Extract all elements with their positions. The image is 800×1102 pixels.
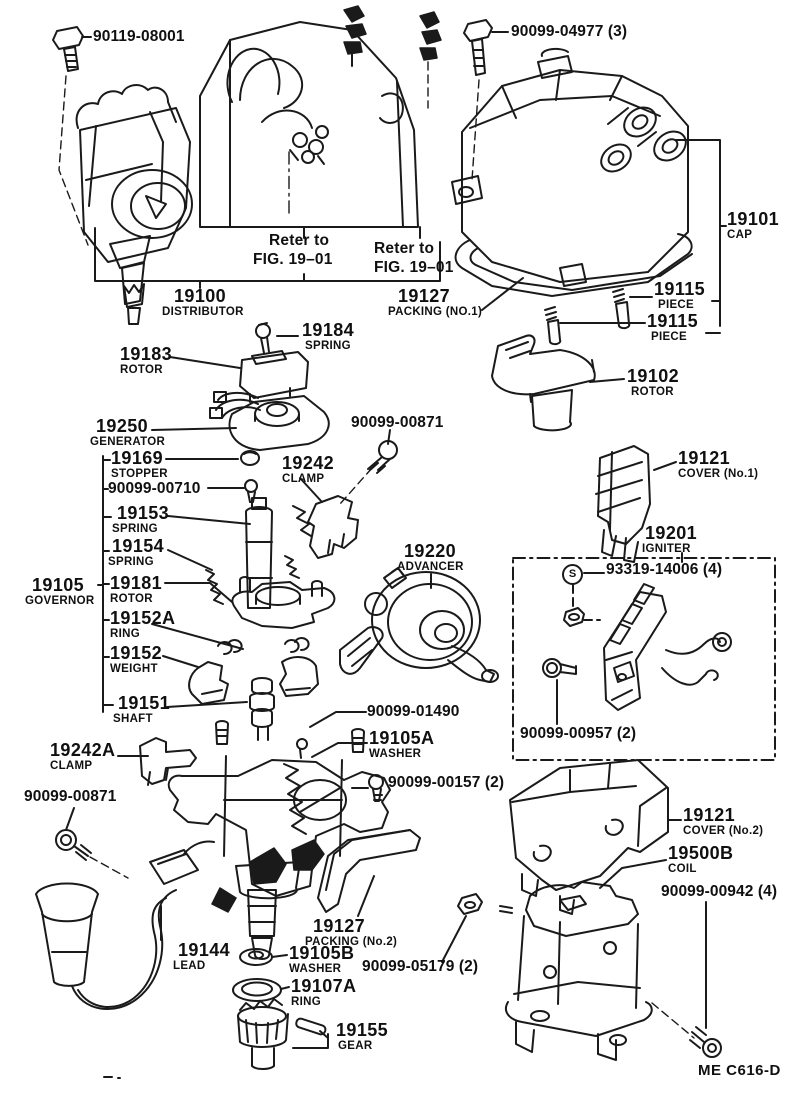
part-number: 19201	[645, 523, 698, 543]
refer-note-line: FIG. 19–01	[374, 259, 454, 277]
part-label-19127-no1	[388, 287, 482, 319]
part-number: 19144	[178, 940, 231, 960]
refer-note-line: FIG. 19–01	[253, 251, 333, 269]
part-label-19144	[173, 941, 230, 973]
part-number: 19152A	[110, 608, 176, 628]
figure-code: ME C616-D	[698, 1062, 781, 1079]
part-name: COIL	[668, 863, 697, 875]
part-name: RING	[110, 628, 140, 640]
part-number: 90099-00710	[108, 480, 201, 497]
part-number: 19155	[336, 1020, 389, 1040]
part-label-19102	[627, 367, 679, 399]
part-number: 19105	[32, 575, 85, 595]
part-number: 19153	[117, 503, 170, 523]
part-label-19181	[110, 574, 162, 606]
part-label-19152a	[110, 609, 175, 641]
part-name: RING	[291, 996, 321, 1008]
part-label-19250	[90, 417, 165, 449]
part-number: 19500B	[668, 843, 734, 863]
part-label-19151	[113, 694, 170, 726]
part-name: PIECE	[651, 331, 688, 343]
part-number: 90099-04977 (3)	[511, 23, 628, 40]
part-label-19201	[642, 524, 697, 556]
part-number: 19250	[96, 416, 149, 436]
part-label-19107a	[291, 977, 356, 1009]
part-name: PACKING (NO.1)	[388, 306, 483, 318]
part-name: LEAD	[173, 960, 206, 972]
part-number: 90099-00871	[351, 414, 444, 431]
part-label-19184	[302, 321, 354, 353]
part-number: 19151	[118, 693, 171, 713]
part-label-90099-00957	[520, 726, 636, 742]
part-number: 90099-05179 (2)	[362, 958, 479, 975]
s-symbol-marker: S	[562, 564, 583, 585]
part-label-19500b	[668, 844, 733, 876]
part-number: 90099-00942 (4)	[661, 883, 778, 900]
part-label-19220	[397, 542, 464, 574]
part-label-19242	[282, 454, 334, 486]
part-number: 19127	[313, 916, 366, 936]
part-name: COVER (No.2)	[683, 825, 764, 837]
rotor-19102-drawing	[492, 335, 595, 430]
part-name: IGNITER	[642, 543, 691, 555]
refer-note-line: Reter to	[269, 232, 330, 249]
part-number: 19121	[678, 448, 731, 468]
part-label-19152	[110, 644, 162, 676]
part-number: 19100	[174, 286, 227, 306]
part-label-90099-04977	[511, 24, 627, 40]
part-name: ROTOR	[110, 593, 153, 605]
part-label-90099-00157	[388, 775, 504, 791]
part-name: SPRING	[108, 556, 154, 568]
part-name: DISTRIBUTOR	[162, 306, 244, 318]
part-label-19183	[120, 345, 172, 377]
part-name: SPRING	[305, 340, 351, 352]
cap-drawing	[452, 49, 692, 296]
part-number: 19184	[302, 320, 355, 340]
part-label-90099-00871-mid	[351, 415, 443, 431]
part-label-93319-14006	[606, 562, 722, 578]
part-number: 19101	[727, 209, 780, 229]
packing-no2-drawing	[318, 830, 420, 912]
refer-note-1	[253, 231, 333, 270]
part-number: 19242A	[50, 740, 116, 760]
part-label-19115-b	[647, 312, 698, 344]
part-label-19153	[112, 504, 169, 536]
part-label-19242a	[50, 741, 115, 773]
part-number: 19154	[112, 536, 165, 556]
refer-note-line: Reter to	[374, 240, 435, 257]
part-number: 90099-01490	[367, 703, 460, 720]
part-label-19100	[162, 287, 244, 319]
part-name: WEIGHT	[110, 663, 158, 675]
bolt-04977-drawing	[464, 20, 492, 180]
part-number: 19242	[282, 453, 335, 473]
part-number: 19183	[120, 344, 173, 364]
part-label-90099-00871-bl	[24, 789, 116, 805]
part-name: CAP	[727, 229, 753, 241]
part-name: CLAMP	[50, 760, 93, 772]
part-label-19121-no2	[683, 806, 763, 838]
piece-pins-drawing	[545, 289, 629, 344]
part-label-90099-00710	[108, 481, 200, 497]
part-name: GOVERNOR	[25, 595, 95, 607]
part-label-19154	[108, 537, 164, 569]
part-number: 93319-14006 (4)	[606, 561, 723, 578]
part-number: 19105A	[369, 728, 435, 748]
part-number: 90099-00157 (2)	[388, 774, 505, 791]
part-name: SHAFT	[113, 713, 153, 725]
part-number: 19169	[111, 448, 164, 468]
part-name: PIECE	[658, 299, 695, 311]
part-name: ROTOR	[120, 364, 163, 376]
part-label-19115-a	[654, 280, 705, 312]
part-number: 19115	[654, 279, 706, 299]
part-label-19121-no1	[678, 449, 758, 481]
part-number: 19121	[683, 805, 736, 825]
part-label-90099-00942	[661, 884, 777, 900]
part-label-19169	[111, 449, 168, 481]
part-number: 19115	[647, 311, 699, 331]
part-label-19155	[336, 1021, 388, 1053]
part-number: 19220	[404, 541, 457, 561]
part-number: 19102	[627, 366, 680, 386]
lead-drawing	[36, 840, 324, 1009]
part-number: 90099-00871	[24, 788, 117, 805]
part-name: ADVANCER	[397, 561, 464, 573]
part-number: 19107A	[291, 976, 357, 996]
part-name: WASHER	[289, 963, 342, 975]
part-number: 19152	[110, 643, 163, 663]
wire-panel-drawing	[200, 6, 441, 227]
part-label-90099-05179	[362, 959, 478, 975]
part-label-90119-08001	[93, 29, 185, 45]
part-number: 19181	[110, 573, 163, 593]
part-number: 19105B	[289, 943, 355, 963]
part-number: 19127	[398, 286, 451, 306]
part-name: COVER (No.1)	[678, 468, 759, 480]
part-label-19105b	[289, 944, 354, 976]
part-name: GEAR	[338, 1040, 373, 1052]
part-name: SPRING	[112, 523, 158, 535]
refer-note-2	[374, 239, 454, 278]
part-number: 90119-08001	[93, 28, 185, 45]
part-name: PACKING (No.2)	[305, 936, 398, 948]
part-label-19105	[25, 576, 95, 608]
part-name: CLAMP	[282, 473, 325, 485]
part-name: GENERATOR	[90, 436, 166, 448]
part-label-19101	[727, 210, 779, 242]
housing-drawing	[169, 627, 390, 959]
coil-drawing	[500, 882, 721, 1060]
part-label-90099-01490	[367, 704, 459, 720]
part-name: STOPPER	[111, 468, 168, 480]
part-name: WASHER	[369, 748, 422, 760]
part-number: 90099-00957 (2)	[520, 725, 637, 742]
part-label-19105a	[369, 729, 434, 761]
cover-no2-drawing	[510, 760, 668, 914]
part-name: ROTOR	[631, 386, 674, 398]
